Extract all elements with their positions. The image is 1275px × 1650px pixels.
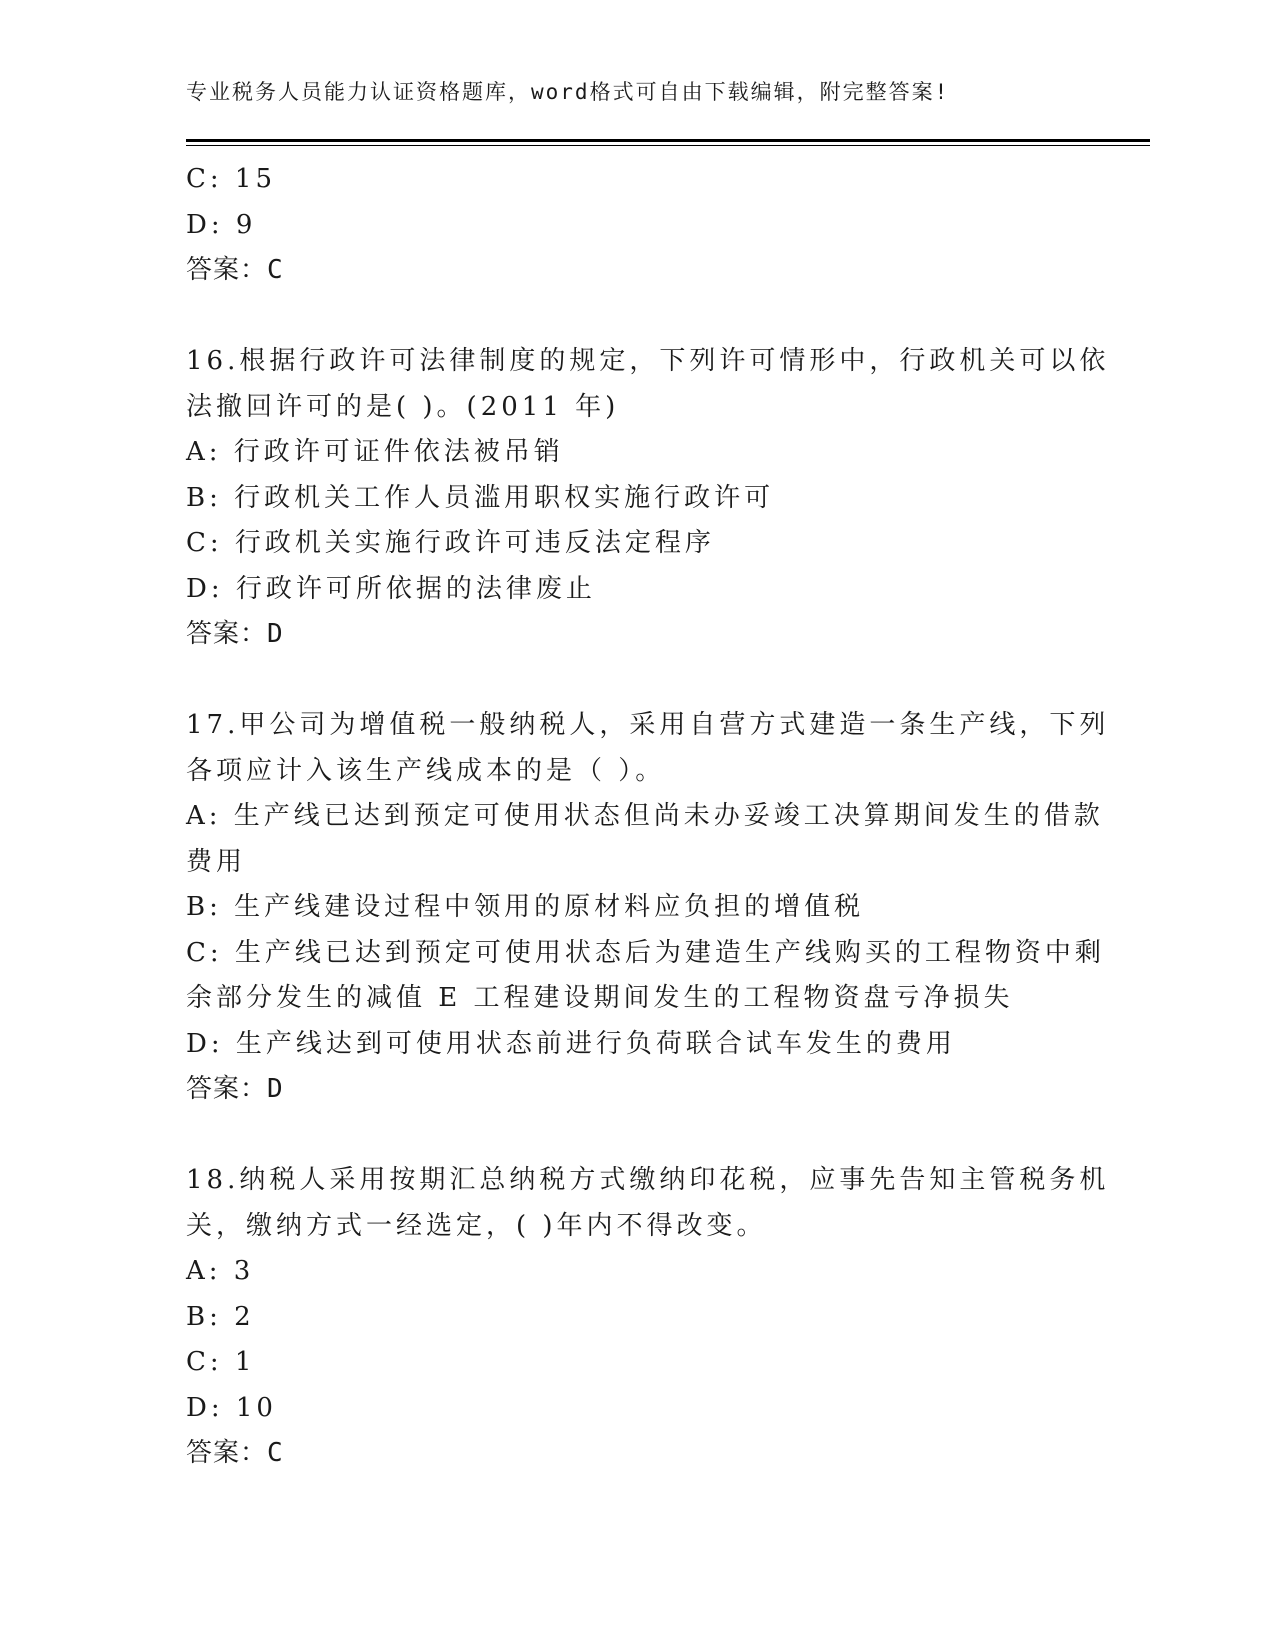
answer-line: 答案：C (186, 1438, 284, 1468)
option-line: C: 1 (186, 1347, 256, 1377)
question-text: 17.甲公司为增值税一般纳税人，采用自营方式建造一条生产线，下列 (186, 710, 1110, 740)
option-line: 余部分发生的减值 E 工程建设期间发生的工程物资盘亏净损失 (186, 983, 1014, 1013)
option-line: 费用 (186, 846, 247, 877)
spacer (186, 1113, 1086, 1159)
question-block (186, 339, 1110, 658)
option-line: B: 行政机关工作人员滥用职权实施行政许可 (186, 482, 775, 513)
answer-line: 答案：C (186, 255, 284, 285)
question-block (186, 1158, 1110, 1477)
question-text: 法撤回许可的是( )。(2011 年) (186, 391, 620, 422)
option-line: A: 行政许可证件依法被吊销 (186, 437, 564, 467)
spacer (186, 658, 1086, 704)
option-line: B: 2 (186, 1301, 255, 1332)
header-rule-thin (186, 145, 1150, 146)
option-line: D: 生产线达到可使用状态前进行负荷联合试车发生的费用 (186, 1028, 956, 1059)
question-text: 16.根据行政许可法律制度的规定，下列许可情形中，行政机关可以依 (186, 346, 1110, 376)
option-line: D: 行政许可所依据的法律废止 (186, 573, 596, 604)
question-text: 各项应计入该生产线成本的是（ ）。 (186, 755, 666, 786)
question-content (186, 157, 1110, 1477)
option-line: A: 生产线已达到预定可使用状态但尚未办妥竣工决算期间发生的借款 (186, 801, 1104, 831)
spacer (186, 294, 1086, 340)
option-line: C: 15 (186, 164, 277, 194)
answer-line: 答案：D (186, 1074, 284, 1104)
option-line: D: 10 (186, 1392, 277, 1423)
question-text: 18.纳税人采用按期汇总纳税方式缴纳印花税，应事先告知主管税务机 (186, 1165, 1110, 1195)
option-line: B: 生产线建设过程中领用的原材料应负担的增值税 (186, 892, 865, 922)
answer-line: 答案：D (186, 619, 284, 649)
option-line: C: 行政机关实施行政许可违反法定程序 (186, 528, 715, 558)
option-line: A: 3 (186, 1256, 255, 1286)
question-text: 关，缴纳方式一经选定，( )年内不得改变。 (186, 1210, 767, 1241)
option-line: D: 9 (186, 209, 257, 240)
question-block (186, 703, 1110, 1113)
option-line: C: 生产线已达到预定可使用状态后为建造生产线购买的工程物资中剩 (186, 937, 1105, 968)
page-header: 专业税务人员能力认证资格题库，word格式可自由下载编辑，附完整答案! (186, 80, 950, 104)
header-rule-thick (186, 139, 1150, 142)
